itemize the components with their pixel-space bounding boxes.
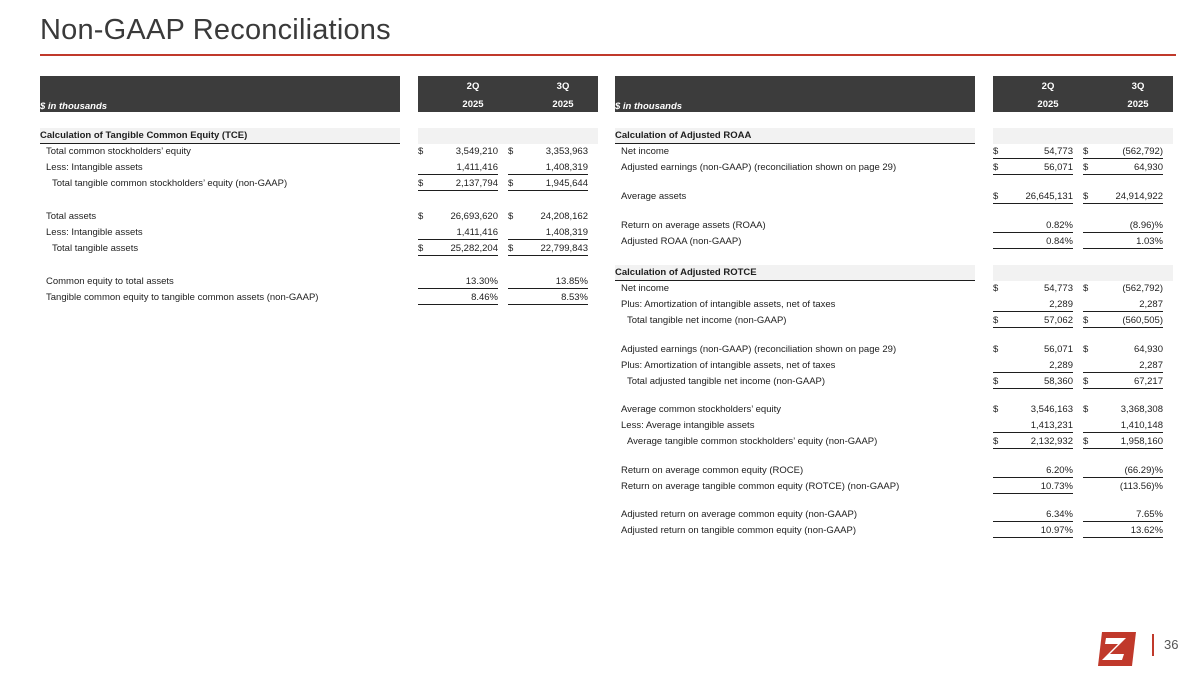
- roaa-rotce-table: [615, 76, 1173, 536]
- amount: 1,413,231: [1030, 420, 1073, 431]
- amount: 13.62%: [1130, 525, 1163, 536]
- amount: 10.97%: [1040, 525, 1073, 536]
- row-value: [1083, 465, 1163, 478]
- table-row: [615, 434, 1173, 450]
- amount: 67,217: [1133, 376, 1163, 387]
- amount: 25,282,204: [450, 243, 498, 254]
- row-label: Adjusted return on tangible common equity (non-GAAP): [621, 525, 856, 536]
- row-value: [1083, 481, 1163, 494]
- table-row: [40, 225, 598, 241]
- row-label: Return on average common equity (ROCE): [621, 465, 804, 476]
- amount: 64,930: [1133, 344, 1163, 355]
- row-value: [1083, 220, 1163, 233]
- currency-symbol: $: [993, 315, 999, 326]
- amount: 6.34%: [1046, 509, 1073, 520]
- row-value: [418, 178, 498, 191]
- row-label: Total tangible common stockholders’ equity (non-GAAP): [52, 178, 288, 189]
- row-value: [1083, 360, 1163, 373]
- amount: 0.84%: [1046, 236, 1073, 247]
- row-value: [418, 162, 498, 175]
- amount: 64,930: [1133, 162, 1163, 173]
- row-value: [993, 299, 1073, 312]
- currency-symbol: $: [1083, 404, 1089, 415]
- amount: 13.85%: [555, 276, 588, 287]
- amount: 54,773: [1043, 283, 1073, 294]
- column-year: 2025: [552, 99, 574, 110]
- currency-symbol: $: [508, 178, 514, 189]
- amount: 54,773: [1043, 146, 1073, 157]
- row-label: Less: Intangible assets: [46, 162, 143, 173]
- row-label: Total tangible net income (non-GAAP): [627, 315, 787, 326]
- currency-symbol: $: [418, 243, 424, 254]
- amount: 58,360: [1043, 376, 1073, 387]
- table-row: [40, 209, 598, 225]
- page-title: Non-GAAP Reconciliations: [40, 14, 391, 46]
- amount: 10.73%: [1040, 481, 1073, 492]
- row-label: Adjusted ROAA (non-GAAP): [621, 236, 742, 247]
- table-header: [40, 76, 598, 112]
- tce-table: [40, 76, 598, 303]
- row-value: [993, 404, 1073, 417]
- amount: (113.56)%: [1119, 481, 1163, 492]
- table-row: [615, 297, 1173, 313]
- row-label: Total adjusted tangible net income (non-GAAP): [627, 376, 826, 387]
- footer-divider: [1152, 634, 1154, 656]
- row-value: [1083, 315, 1163, 328]
- row-value: [418, 146, 498, 159]
- row-value: [1083, 344, 1163, 357]
- table-row: [615, 189, 1173, 205]
- amount: 1,410,148: [1120, 420, 1163, 431]
- table-row: [615, 358, 1173, 374]
- row-label: Adjusted earnings (non-GAAP) (reconciliation shown on page 29): [621, 344, 897, 355]
- section-header: [615, 265, 1173, 281]
- column-quarter: 3Q: [556, 81, 570, 92]
- currency-symbol: $: [1083, 315, 1089, 326]
- row-label: Average tangible common stockholders’ equity (non-GAAP): [627, 436, 878, 447]
- row-value: [418, 211, 498, 224]
- table-row: [615, 463, 1173, 479]
- amount: 3,368,308: [1120, 404, 1163, 415]
- currency-symbol: $: [993, 404, 999, 415]
- column-quarter: 3Q: [1131, 81, 1145, 92]
- row-value: [508, 162, 588, 175]
- row-value: [993, 360, 1073, 373]
- amount: 24,208,162: [540, 211, 588, 222]
- table-row: [615, 218, 1173, 234]
- section-bg: [418, 128, 598, 144]
- table-row: [40, 274, 598, 290]
- currency-symbol: $: [993, 162, 999, 173]
- amount: 1,408,319: [545, 162, 588, 173]
- table-row: [615, 374, 1173, 390]
- amount: 6.20%: [1046, 465, 1073, 476]
- amount: (562,792): [1122, 146, 1163, 157]
- column-year: 2025: [1037, 99, 1059, 110]
- row-label: Return on average assets (ROAA): [621, 220, 766, 231]
- currency-symbol: $: [418, 146, 424, 157]
- amount: 1,408,319: [545, 227, 588, 238]
- section-title: Calculation of Adjusted ROAA: [615, 130, 752, 141]
- row-label: Average common stockholders’ equity: [621, 404, 781, 415]
- row-label: Plus: Amortization of intangible assets, net of taxes: [621, 299, 836, 310]
- section-title: Calculation of Tangible Common Equity (TCE): [40, 130, 248, 141]
- row-value: [418, 243, 498, 256]
- amount: 1,945,644: [545, 178, 588, 189]
- section-bg: [993, 265, 1173, 281]
- table-row: [615, 313, 1173, 329]
- row-value: [1083, 525, 1163, 538]
- amount: 7.65%: [1136, 509, 1163, 520]
- table-row: [40, 290, 598, 306]
- amount: 2,287: [1139, 360, 1163, 371]
- currency-symbol: $: [418, 211, 424, 222]
- currency-symbol: $: [418, 178, 424, 189]
- amount: 1,411,416: [456, 227, 498, 238]
- amount: 2,137,794: [455, 178, 498, 189]
- row-label: Total common stockholders’ equity: [46, 146, 191, 157]
- column-year: 2025: [462, 99, 484, 110]
- row-value: [1083, 436, 1163, 449]
- amount: 24,914,922: [1115, 191, 1163, 202]
- row-value: [993, 509, 1073, 522]
- row-value: [418, 227, 498, 240]
- row-label: Adjusted return on average common equity (non-GAAP): [621, 509, 858, 520]
- row-value: [993, 481, 1073, 494]
- row-value: [1083, 191, 1163, 204]
- row-value: [993, 162, 1073, 175]
- table-row: [615, 402, 1173, 418]
- amount: (560,505): [1122, 315, 1163, 326]
- currency-symbol: $: [993, 283, 999, 294]
- table-row: [615, 234, 1173, 250]
- row-value: [993, 525, 1073, 538]
- row-value: [1083, 376, 1163, 389]
- row-value: [1083, 509, 1163, 522]
- amount: 1.03%: [1136, 236, 1163, 247]
- row-label: Net income: [621, 283, 670, 294]
- currency-symbol: $: [508, 243, 514, 254]
- currency-symbol: $: [1083, 162, 1089, 173]
- table-row: [615, 507, 1173, 523]
- row-label: Average assets: [621, 191, 687, 202]
- row-value: [418, 292, 498, 305]
- row-label: Common equity to total assets: [46, 276, 174, 287]
- amount: 3,353,963: [545, 146, 588, 157]
- column-quarter: 2Q: [1041, 81, 1055, 92]
- row-label: Plus: Amortization of intangible assets, net of taxes: [621, 360, 836, 371]
- row-value: [1083, 404, 1163, 417]
- currency-symbol: $: [993, 376, 999, 387]
- row-label: Return on average tangible common equity (ROTCE) (non-GAAP): [621, 481, 900, 492]
- amount: 2,289: [1049, 299, 1073, 310]
- row-value: [1083, 236, 1163, 249]
- table-row: [40, 160, 598, 176]
- table-row: [615, 160, 1173, 176]
- row-label: Tangible common equity to tangible common assets (non-GAAP): [46, 292, 319, 303]
- row-value: [508, 276, 588, 289]
- row-value: [1083, 146, 1163, 159]
- row-label: Total tangible assets: [52, 243, 139, 254]
- row-value: [508, 227, 588, 240]
- row-value: [1083, 162, 1163, 175]
- table-row: [40, 176, 598, 192]
- column-quarter: 2Q: [466, 81, 480, 92]
- row-value: [508, 292, 588, 305]
- row-value: [1083, 299, 1163, 312]
- row-value: [993, 344, 1073, 357]
- amount: 2,287: [1139, 299, 1163, 310]
- amount: 3,546,163: [1030, 404, 1073, 415]
- amount: 26,693,620: [450, 211, 498, 222]
- row-value: [508, 211, 588, 224]
- table-row: [615, 342, 1173, 358]
- amount: 8.46%: [471, 292, 498, 303]
- row-value: [1083, 420, 1163, 433]
- section-title: Calculation of Adjusted ROTCE: [615, 267, 757, 278]
- row-value: [508, 146, 588, 159]
- amount: 2,289: [1049, 360, 1073, 371]
- currency-symbol: $: [1083, 191, 1089, 202]
- table-row: [615, 281, 1173, 297]
- table-row: [615, 479, 1173, 495]
- row-value: [993, 220, 1073, 233]
- amount: 2,132,932: [1030, 436, 1073, 447]
- amount: (66.29)%: [1124, 465, 1163, 476]
- units-label: $ in thousands: [40, 101, 108, 112]
- amount: 0.82%: [1046, 220, 1073, 231]
- amount: (8.96)%: [1129, 220, 1163, 231]
- row-value: [993, 376, 1073, 389]
- row-label: Total assets: [46, 211, 97, 222]
- amount: 13.30%: [465, 276, 498, 287]
- currency-symbol: $: [1083, 344, 1089, 355]
- currency-symbol: $: [508, 211, 514, 222]
- title-divider: [40, 54, 1176, 56]
- row-value: [993, 236, 1073, 249]
- currency-symbol: $: [1083, 146, 1089, 157]
- table-row: [615, 418, 1173, 434]
- currency-symbol: $: [1083, 436, 1089, 447]
- row-value: [993, 436, 1073, 449]
- row-label: Net income: [621, 146, 670, 157]
- table-row: [615, 523, 1173, 539]
- row-value: [1083, 283, 1163, 296]
- row-value: [418, 276, 498, 289]
- table-header: [615, 76, 1173, 112]
- section-header: [615, 128, 1173, 144]
- amount: 3,549,210: [455, 146, 498, 157]
- amount: 1,958,160: [1120, 436, 1163, 447]
- amount: 56,071: [1043, 162, 1073, 173]
- amount: 8.53%: [561, 292, 588, 303]
- row-value: [508, 243, 588, 256]
- row-value: [993, 191, 1073, 204]
- row-label: Less: Intangible assets: [46, 227, 143, 238]
- currency-symbol: $: [993, 191, 999, 202]
- row-label: Adjusted earnings (non-GAAP) (reconciliation shown on page 29): [621, 162, 897, 173]
- row-value: [993, 146, 1073, 159]
- page-number: 36: [1164, 637, 1179, 652]
- amount: 22,799,843: [540, 243, 588, 254]
- row-label: Less: Average intangible assets: [621, 420, 755, 431]
- currency-symbol: $: [508, 146, 514, 157]
- section-header: [40, 128, 598, 144]
- amount: 57,062: [1043, 315, 1073, 326]
- row-value: [508, 178, 588, 191]
- currency-symbol: $: [1083, 376, 1089, 387]
- row-value: [993, 465, 1073, 478]
- currency-symbol: $: [993, 146, 999, 157]
- units-label: $ in thousands: [615, 101, 683, 112]
- row-value: [993, 283, 1073, 296]
- amount: 1,411,416: [456, 162, 498, 173]
- row-value: [993, 315, 1073, 328]
- zions-logo-icon: [1096, 630, 1138, 668]
- row-value: [993, 420, 1073, 433]
- amount: 56,071: [1043, 344, 1073, 355]
- table-row: [615, 144, 1173, 160]
- amount: (562,792): [1122, 283, 1163, 294]
- amount: 26,645,131: [1025, 191, 1073, 202]
- currency-symbol: $: [1083, 283, 1089, 294]
- table-row: [40, 144, 598, 160]
- currency-symbol: $: [993, 436, 999, 447]
- table-row: [40, 241, 598, 257]
- currency-symbol: $: [993, 344, 999, 355]
- section-bg: [993, 128, 1173, 144]
- column-year: 2025: [1127, 99, 1149, 110]
